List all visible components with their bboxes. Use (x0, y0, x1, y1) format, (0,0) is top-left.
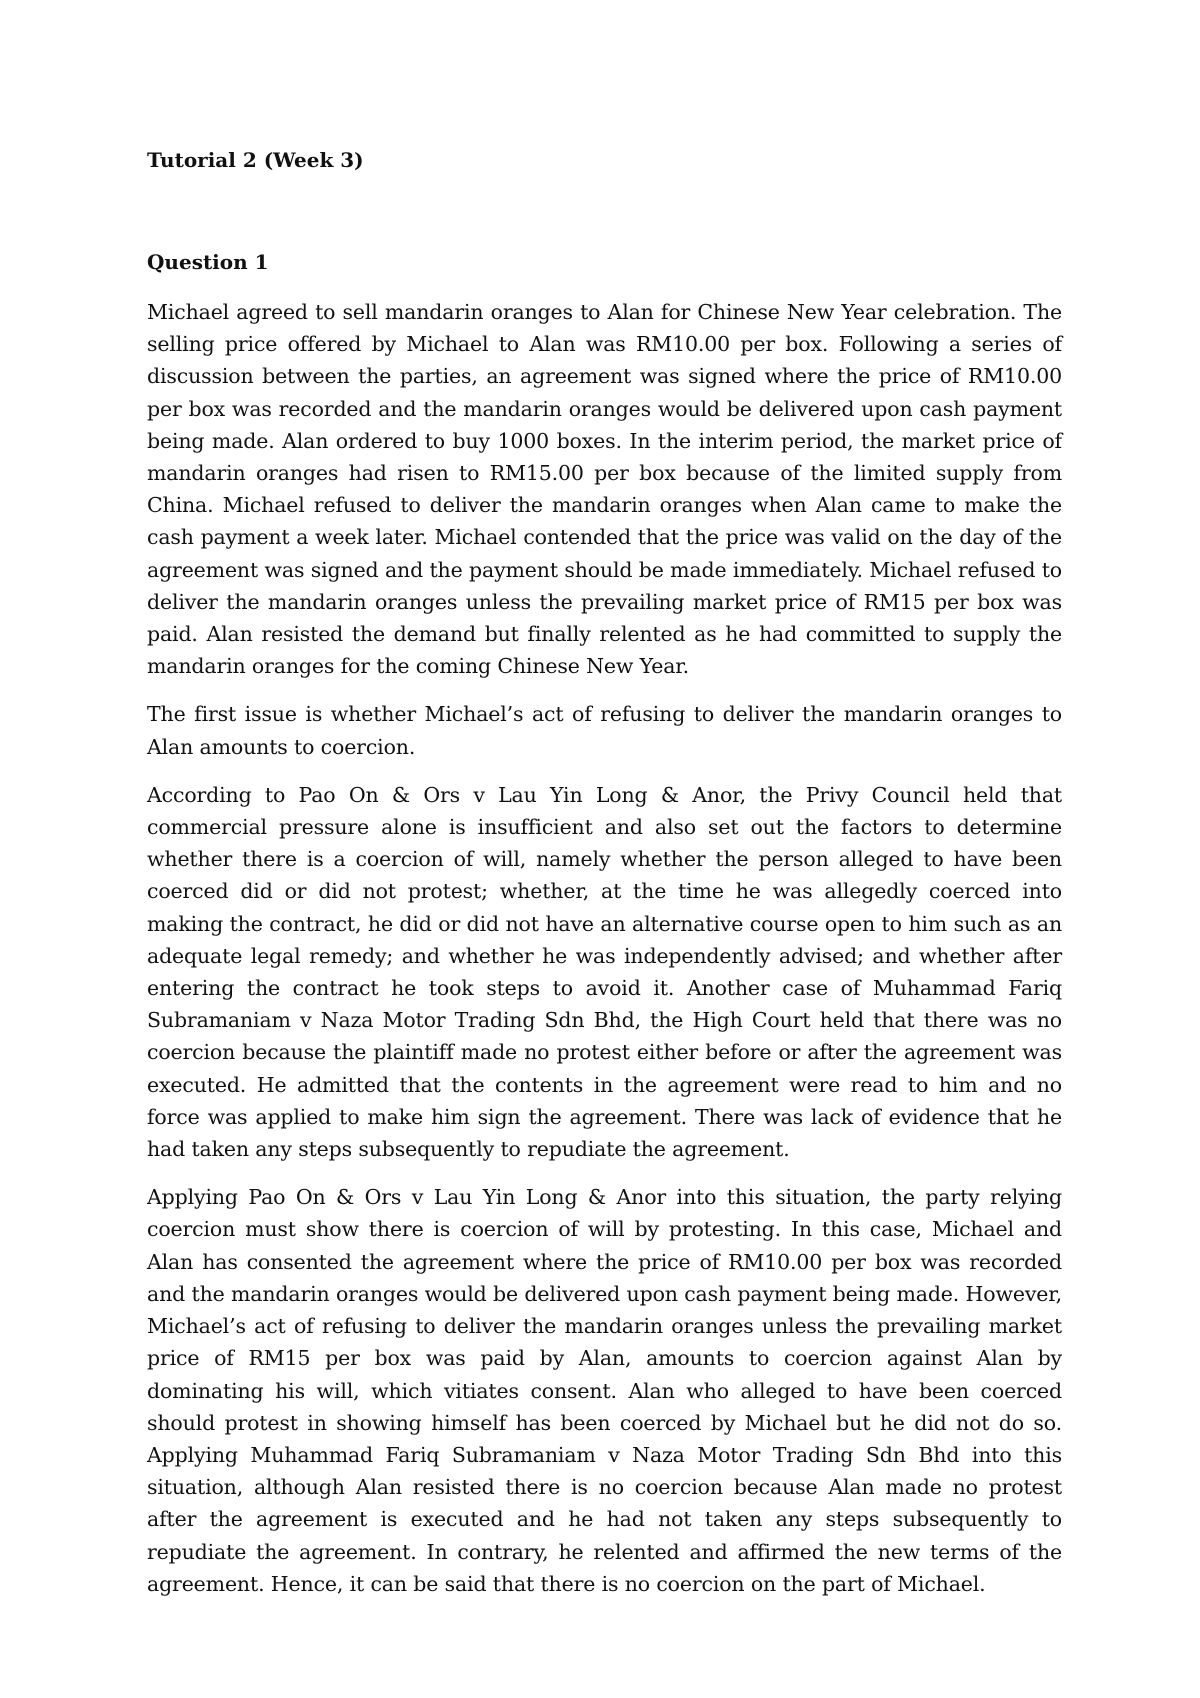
document-title: Tutorial 2 (Week 3) (147, 148, 364, 172)
paragraph-issue: The first issue is whether Michael’s act of refusing to deliver the mandarin oranges to Alan amounts to coercion. (147, 702, 1062, 759)
document-body (147, 142, 1062, 1616)
paragraph-facts: Michael agreed to sell mandarin oranges to Alan for Chinese New Year celebration. The selling price offered by Michael to Alan was RM10.00 per box. Following a series of discussion between the parties, an agreement was signed where the price of RM10.00 per box was recorded and the mandarin oranges would be delivered upon cash payment being made. Alan ordered to buy 1000 boxes. In the interim period, the market price of mandarin oranges had risen to RM15.00 per box because of the limited supply from China. Michael refused to deliver the mandarin oranges when Alan came to make the cash payment a week later. Michael contended that the price was valid on the day of the agreement was signed and the payment should be made immediately. Michael refused to deliver the mandarin oranges unless the prevailing market price of RM15 per box was paid. Alan resisted the demand but finally relented as he had committed to supply the mandarin oranges for the coming Chinese New Year. (147, 300, 1062, 679)
question-heading: Question 1 (147, 250, 269, 274)
paragraph-application: Applying Pao On & Ors v Lau Yin Long & Anor into this situation, the party relying coercion must show there is coercion of will by protesting. In this case, Michael and Alan has consented the agreement where the price of RM10.00 per box was recorded and the mandarin oranges would be delivered upon cash payment being made. However, Michael’s act of refusing to deliver the mandarin oranges unless the prevailing market price of RM15 per box was paid by Alan, amounts to coercion against Alan by dominating his will, which vitiates consent. Alan who alleged to have been coerced should protest in showing himself has been coerced by Michael but he did not do so. Applying Muhammad Fariq Subramaniam v Naza Motor Trading Sdn Bhd into this situation, although Alan resisted there is no coercion because Alan made no protest after the agreement is executed and he had not taken any steps subsequently to repudiate the agreement. In contrary, he relented and affirmed the new terms of the agreement. Hence, it can be said that there is no coercion on the part of Michael. (147, 1185, 1062, 1596)
paragraph-law: According to Pao On & Ors v Lau Yin Long & Anor, the Privy Council held that commercial pressure alone is insufficient and also set out the factors to determine whether there is a coercion of will, namely whether the person alleged to have been coerced did or did not protest; whether, at the time he was allegedly coerced into making the contract, he did or did not have an alternative course open to him such as an adequate legal remedy; and whether he was independently advised; and whether after entering the contract he took steps to avoid it. Another case of Muhammad Fariq Subramaniam v Naza Motor Trading Sdn Bhd, the High Court held that there was no coercion because the plaintiff made no protest either before or after the agreement was executed. He admitted that the contents in the agreement were read to him and no force was applied to make him sign the agreement. There was lack of evidence that he had taken any steps subsequently to repudiate the agreement. (147, 782, 1062, 1162)
